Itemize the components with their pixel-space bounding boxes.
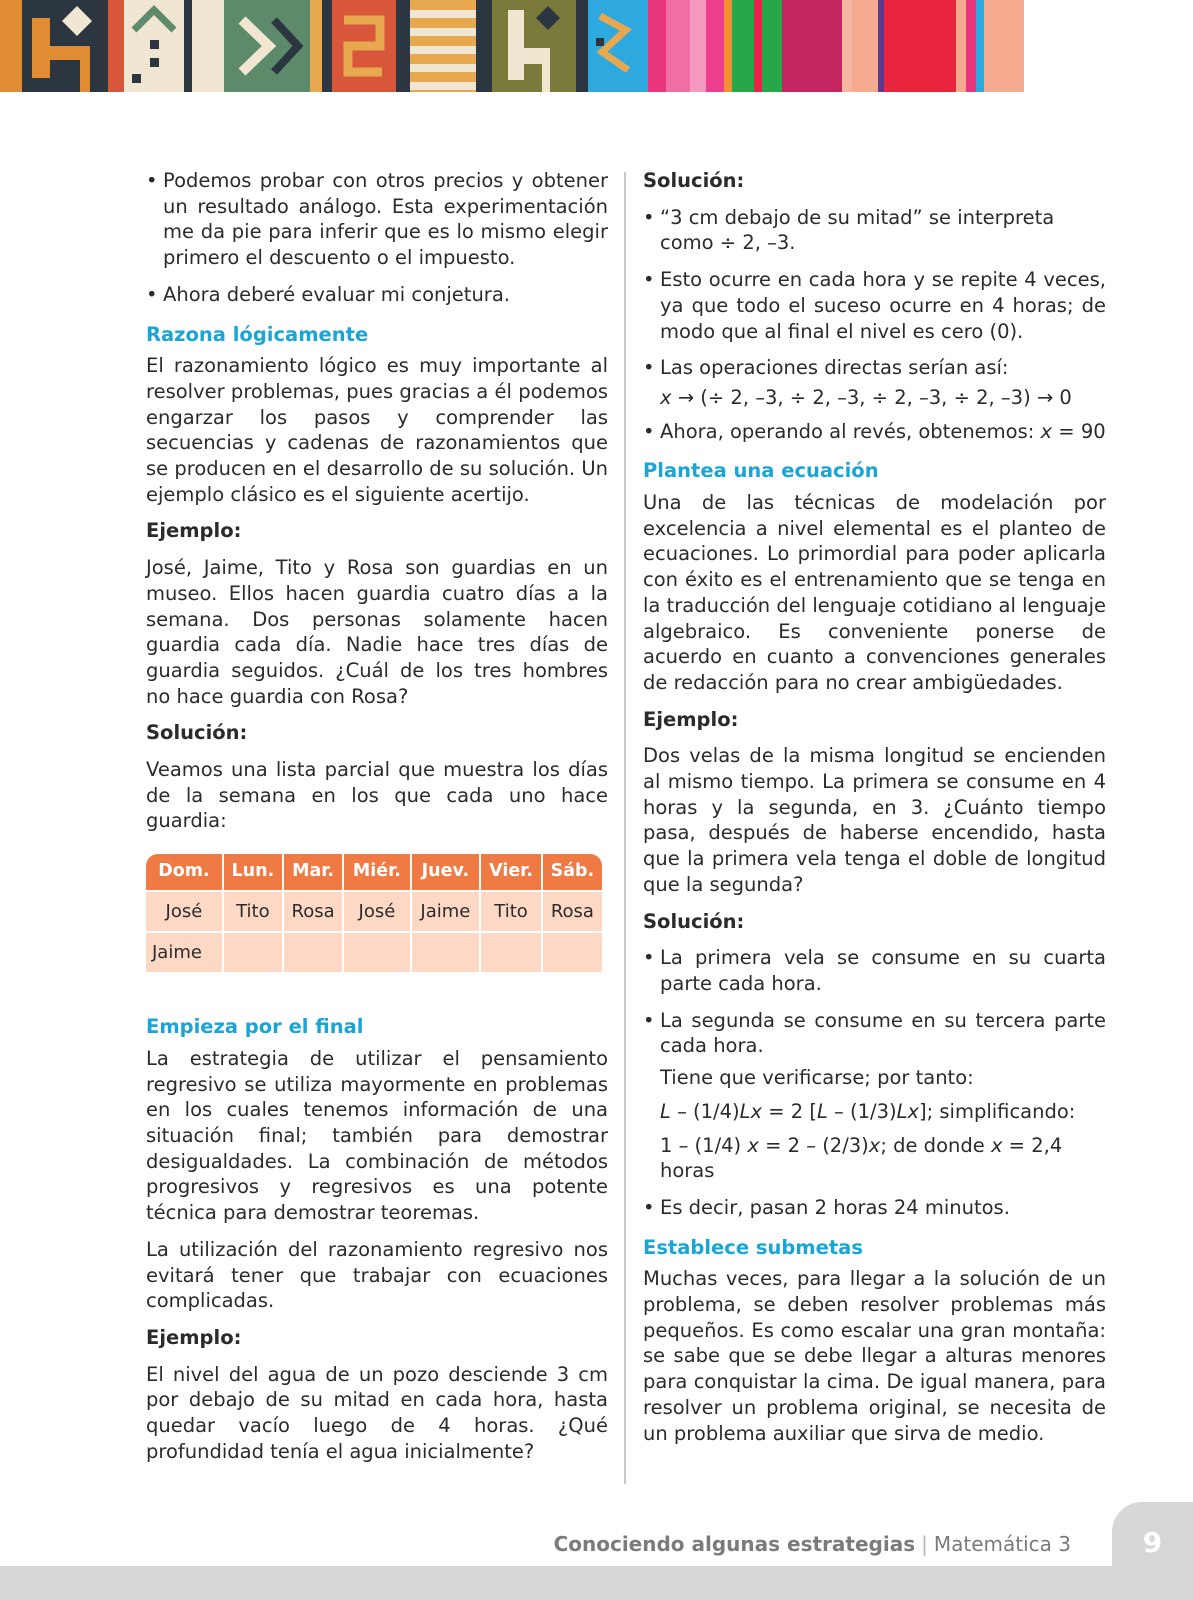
list-item: • Podemos probar con otros precios y obtener un resultado análogo. Esta experimentación me da pie para inferir que es lo mismo elegir primero el descuento o el impuesto. [146, 168, 608, 271]
intro-bullet-list [146, 168, 608, 308]
table-cell: Jaime [146, 933, 222, 972]
decorative-banner [0, 0, 1193, 92]
right-column [643, 168, 1106, 1457]
table-cell: Tito [224, 892, 282, 931]
llama-icon [22, 0, 108, 92]
paragraph: La estrategia de utilizar el pensamiento regresivo se utiliza mayormente en problemas en los cuales tenemos información de una situación final; también para demostrar desigualdades. La combinación de métodos progresivos y regresivos es una potente técnica para demostrar teoremas. [146, 1046, 608, 1225]
table-cell: Rosa [543, 892, 602, 931]
hook-pattern-icon [588, 0, 648, 92]
solution-label: Solución: [643, 169, 745, 192]
section-heading-empieza: Empieza por el final [146, 1015, 364, 1039]
verify-text: Tiene que verificarse; por tanto: [660, 1066, 974, 1090]
list-item: • Las operaciones directas serían así: [643, 355, 1106, 381]
banner-stripe [0, 0, 22, 92]
table-cell [412, 933, 480, 972]
solution-text: Veamos una lista parcial que muestra los días de la semana en los que cada uno hace guardia: [146, 758, 608, 833]
example-label: Ejemplo: [146, 1325, 242, 1349]
banner-stripe [754, 0, 762, 92]
operations-text: → (÷ 2, –3, ÷ 2, –3, ÷ 2, –3, ÷ 2, –3) → 0 [671, 385, 1072, 409]
equation-part: 1 – (1/4) [660, 1133, 748, 1157]
banner-stripe [192, 0, 224, 92]
table-cell [284, 933, 342, 972]
banner-stripe [666, 0, 690, 92]
example-label: Ejemplo: [146, 519, 242, 543]
banner-stripe [724, 0, 732, 92]
equation-part: – (1/4) [670, 1099, 740, 1123]
footer-book: Matemática 3 [933, 1532, 1071, 1556]
column-header: Dom. [146, 854, 222, 890]
banner-stripe [762, 0, 782, 92]
equation-part: x [747, 1133, 759, 1157]
column-header: Mar. [284, 854, 342, 890]
solution-label: Solución: [643, 909, 745, 933]
banner-llama-block [492, 0, 576, 92]
paragraph: La utilización del razonamiento regresivo nos evitará tener que trabajar con ecuaciones complicadas. [146, 1237, 608, 1313]
banner-stripe [184, 0, 192, 92]
paragraph: El razonamiento lógico es muy importante al resolver problemas, pues gracias a él podemos engarzar los pasos y comprender las secuencias y cadenas de razonamientos que se producen en el desarrollo de su solución. Un ejemplo clásico es el siguiente acertijo. [146, 354, 608, 506]
equation-part: = 2 – (2/3) [758, 1133, 869, 1157]
page-number: 9 [1142, 1526, 1163, 1559]
table-cell: José [344, 892, 409, 931]
solution-bullet-list [643, 419, 1106, 445]
result-value: = 90 [1052, 419, 1106, 443]
table-cell [543, 933, 602, 972]
footer-chapter: Conociendo algunas estrategias [553, 1532, 916, 1556]
list-item: • Esto ocurre en cada hora y se repite 4 veces, ya que todo el suceso ocurre en 4 horas; de modo que al final el nivel es cero (0). [643, 267, 1106, 344]
equation-part: x [868, 1133, 881, 1157]
example-text: Dos velas de la misma longitud se encienden al mismo tiempo. La primera se consume en 4 horas y la segunda, en 3. ¿Cuánto tiempo pasa, después de haberse encendido, hasta que la primera vela tenga el doble de longitud que la segunda? [643, 744, 1106, 896]
equation-line [643, 1133, 1106, 1184]
table-cell: Rosa [284, 892, 342, 931]
solution-label: Solución: [146, 721, 248, 745]
guard-schedule-table [144, 852, 604, 974]
banner-stripe [706, 0, 724, 92]
banner-stripe [648, 0, 666, 92]
equation-part: x [990, 1133, 1003, 1157]
solution-bullet-list [643, 1195, 1106, 1221]
table-row [146, 892, 602, 931]
left-column [146, 168, 608, 1475]
table-cell [344, 933, 409, 972]
banner-stripe [842, 0, 852, 92]
list-item: • La segunda se consume en su tercera parte cada hora. [643, 1008, 1106, 1059]
banner-llama-block [22, 0, 108, 92]
solution-bullet-list [643, 205, 1106, 381]
list-item: • Es decir, pasan 2 horas 24 minutos. [643, 1195, 1106, 1221]
section-heading-razona: Razona lógicamente [146, 322, 369, 346]
equation-part: L [660, 1099, 671, 1123]
equation-part: = 2 [ [762, 1099, 817, 1123]
footer-separator: | [921, 1532, 928, 1556]
section-heading-establece: Establece submetas [643, 1235, 863, 1259]
table-header-row [146, 854, 602, 890]
banner-stripe [476, 0, 492, 92]
banner-stripe [966, 0, 976, 92]
banner-stripe [690, 0, 706, 92]
banner-stripe [976, 0, 984, 92]
banner-stripe [782, 0, 842, 92]
banner-pattern-block [588, 0, 648, 92]
paragraph: Muchas veces, para llegar a la solución de un problema, se deben resolver problemas más pequeños. Es como escalar una gran montaña: se sabe que se debe llegar a alturas menores para conquistar la cima. De igual manera, para resolver un problema original, se necesita de un problema auxiliar que sirva de medio. [643, 1267, 1106, 1445]
solution-bullet-list [643, 945, 1106, 1059]
list-item: • Ahora deberé evaluar mi conjetura. [146, 282, 608, 308]
equation-line [643, 1099, 1106, 1125]
equation-part: Lx [739, 1099, 763, 1123]
banner-pattern-block [332, 0, 396, 92]
banner-stripe [852, 0, 878, 92]
list-item: • “3 cm debajo de su mitad” se interpreta como ÷ 2, –3. [643, 205, 1106, 256]
variable-x: x [1040, 419, 1053, 443]
banner-geometric-block [224, 0, 310, 92]
table-cell: José [146, 892, 222, 931]
example-text: José, Jaime, Tito y Rosa son guardias en un museo. Ellos hacen guardia cuatro días a la semana. Dos personas solamente hacen guardia cada día. Nadie hace tres días de guardia seguidos. ¿Cuál de los tres hombres no hace guardia con Rosa? [146, 556, 608, 708]
column-header: Juev. [412, 854, 480, 890]
equation-part: L [816, 1099, 828, 1123]
equation-part: ; de donde [880, 1133, 991, 1157]
banner-stripe [884, 0, 956, 92]
column-divider [624, 172, 626, 1484]
maze-pattern-icon [332, 0, 396, 92]
step-pattern-icon [124, 0, 184, 92]
example-label: Ejemplo: [643, 707, 739, 731]
llama-icon [492, 0, 576, 92]
banner-stripe [984, 0, 1024, 92]
table-row [146, 933, 602, 972]
banner-stripe [322, 0, 332, 92]
equation-part: – (1/3) [827, 1099, 897, 1123]
column-header: Lun. [224, 854, 282, 890]
list-item [643, 419, 1106, 445]
table-cell: Tito [481, 892, 541, 931]
zigzag-icon [224, 0, 310, 92]
banner-stripe [108, 0, 124, 92]
banner-pattern-block [124, 0, 184, 92]
table-cell [481, 933, 541, 972]
result-text: Ahora, operando al revés, obtenemos: [660, 419, 1041, 443]
example-text: El nivel del agua de un pozo desciende 3 cm por debajo de su mitad en cada hora, hasta quedar vacío luego de 4 horas. ¿Qué profundidad tenía el agua inicialmente? [146, 1362, 608, 1463]
banner-stripe [576, 0, 588, 92]
banner-stripe [410, 0, 476, 92]
column-header: Vier. [481, 854, 541, 890]
footer-caption [554, 1532, 1071, 1556]
section-heading-plantea: Plantea una ecuación [643, 459, 879, 483]
paragraph: Una de las técnicas de modelación por excelencia a nivel elemental es el planteo de ecuaciones. Lo primordial para poder aplicarla con éxito es el entrenamiento que se tenga en la traducción del lenguaje cotidiano al lenguaje algebraico. Es conveniente ponerse de acuerdo en cuanto a convenciones generales de redacción para no crear ambigüedades. [643, 491, 1106, 694]
equation-part: = 2,4 horas [660, 1133, 1063, 1183]
variable-x: x [660, 385, 672, 409]
table-cell: Jaime [412, 892, 480, 931]
column-header: Miér. [344, 854, 409, 890]
banner-stripe [396, 0, 410, 92]
list-item: • La primera vela se consume en su cuarta parte cada hora. [643, 945, 1106, 996]
banner-stripe [732, 0, 754, 92]
operations-line [643, 385, 1106, 411]
table-cell [224, 933, 282, 972]
column-header: Sáb. [543, 854, 602, 890]
banner-stripe [956, 0, 966, 92]
equation-part: Lx [896, 1099, 920, 1123]
equation-part: ]; simplificando: [919, 1099, 1076, 1123]
footer-bar [0, 1566, 1193, 1600]
banner-stripe [310, 0, 322, 92]
